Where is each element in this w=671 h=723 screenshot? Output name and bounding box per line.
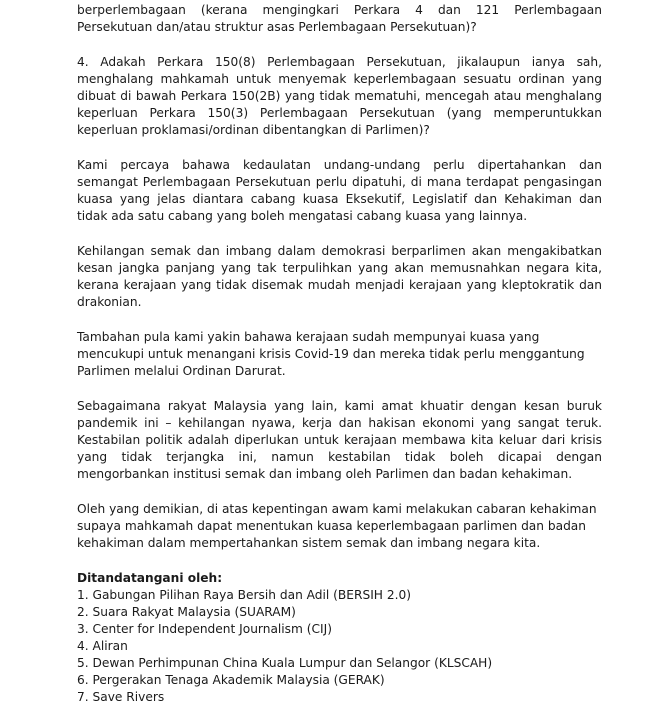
paragraph-covid-powers: Tambahan pula kami yakin bahawa kerajaan sudah mempunyai kuasa yang mencukupi untuk menangani krisis Covid-19 dan mereka tidak perlu menggantung Parlimen melalui Ordinan Darurat. — [77, 330, 585, 378]
signatories-section — [77, 570, 602, 706]
signatory-item: 4. Aliran — [77, 639, 128, 653]
paragraph-judicial-challenge: Oleh yang demikian, di atas kepentingan awam kami melakukan cabaran kehakiman supaya mahkamah dapat menentukan kuasa keperlembagaan parlimen dan badan kehakiman dalam mempertahankan sistem semak dan imbang negara kita. — [77, 502, 597, 550]
paragraph-rule-of-law: Kami percaya bahawa kedaulatan undang-undang perlu dipertahankan dan semangat Perlembagaan Persekutuan perlu dipatuhi, di mana terdapat pengasingan kuasa yang jelas diantara cabang kuasa Eksekutif, Legislatif dan Kehakiman dan tidak ada satu cabang yang boleh mengatasi cabang kuasa yang lainnya. — [77, 158, 602, 223]
signatory-item: 7. Save Rivers — [77, 690, 165, 704]
paragraph-question-4: 4. Adakah Perkara 150(8) Perlembagaan Persekutuan, jikalaupun ianya sah, menghalang mahkamah untuk menyemak keperlembagaan sesuatu ordinan yang dibuat di bawah Perkara 150(2B) yang tidak mematuhi, mencegah atau menghalang keperluan Perkara 150(3) Perlembagaan Persekutuan (yang memperuntukkan keperluan proklamasi/ordinan dibentangkan di Parlimen)? — [77, 55, 602, 137]
signatory-item: 6. Pergerakan Tenaga Akademik Malaysia (GERAK) — [77, 673, 385, 687]
signatories-list — [77, 587, 602, 706]
signatory-item: 3. Center for Independent Journalism (CIJ) — [77, 622, 332, 636]
paragraph-continuation: berperlembagaan (kerana mengingkari Perkara 4 dan 121 Perlembagaan Persekutuan dan/atau struktur asas Perlembagaan Persekutuan)? — [77, 3, 602, 34]
signatory-item: 5. Dewan Perhimpunan China Kuala Lumpur dan Selangor (KLSCAH) — [77, 656, 493, 670]
signatories-heading: Ditandatangani oleh: — [77, 571, 223, 585]
paragraph-checks-and-balances: Kehilangan semak dan imbang dalam demokrasi berparlimen akan mengakibatkan kesan jangka panjang yang tak terpulihkan yang akan memusnahkan negara kita, kerana kerajaan yang tidak disemak mudah menjadi kerajaan yang kleptokratik dan drakonian. — [77, 244, 602, 309]
document-page — [77, 2, 602, 706]
signatory-item: 2. Suara Rakyat Malaysia (SUARAM) — [77, 605, 296, 619]
paragraph-pandemic-concern: Sebagaimana rakyat Malaysia yang lain, kami amat khuatir dengan kesan buruk pandemik ini – kehilangan nyawa, kerja dan hakisan ekonomi yang sangat teruk. Kestabilan politik adalah diperlukan untuk kerajaan membawa kita keluar dari krisis yang tidak terjangka ini, namun kestabilan tidak boleh dicapai dengan mengorbankan institusi semak dan imbang oleh Parlimen dan badan kehakiman. — [77, 399, 602, 481]
signatory-item: 1. Gabungan Pilihan Raya Bersih dan Adil (BERSIH 2.0) — [77, 588, 411, 602]
